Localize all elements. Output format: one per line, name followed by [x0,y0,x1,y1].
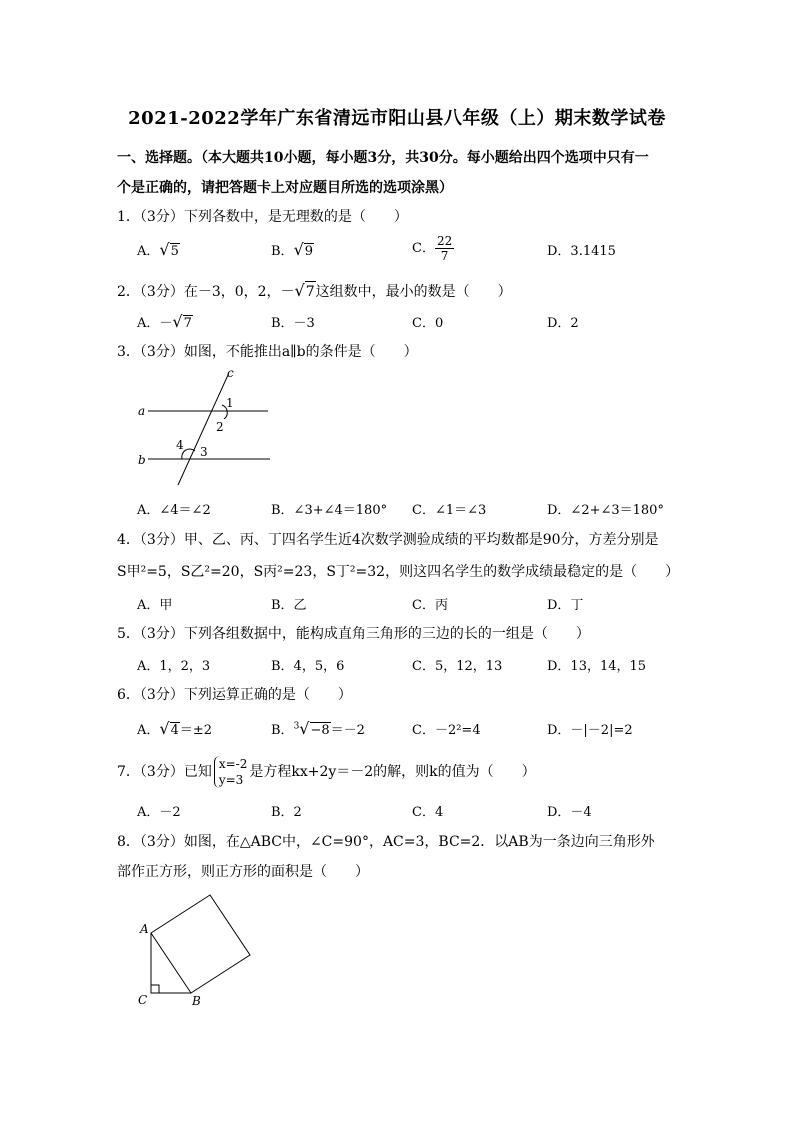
q7-option-a: A．－2 [137,805,181,820]
question-1-options [137,234,697,264]
sqrt-symbol: √ [172,312,183,331]
section-heading [117,143,677,203]
q6-option-c: C．－2²=4 [412,723,481,738]
label-C: C [138,993,148,1007]
q6-b-radicand: −8 [310,723,330,738]
q1-option-b [271,240,314,259]
q2-option-a [137,312,193,331]
q1-a-label: A． [137,244,160,259]
label-angle-3: 3 [200,445,208,459]
q5-option-b: B．4，5，6 [271,659,345,674]
q4-option-c: C．丙 [412,598,448,613]
q2-a-label: A．－ [137,316,173,331]
question-6-stem: 6．（3分）下列运算正确的是（ ） [117,687,352,703]
q3-option-a: A．∠4＝∠2 [137,503,211,518]
q1-option-d: D．3.1415 [547,244,616,259]
question-4-stem-line-2: S甲²=5，S乙²=20，S丙²=23，S丁²=32，则这四名学生的数学成绩最稳定的是（ ） [117,564,680,580]
equation-system [214,756,248,788]
label-a: a [138,404,146,418]
q6-b-label: B． [271,723,294,738]
q2-option-d: D．2 [547,316,579,331]
question-4-options [137,594,697,618]
q7-option-d: D．－4 [547,805,592,820]
q2-stem-post: 这组数中，最小的数是（ ） [315,284,512,300]
q2-stem-radicand: 7 [305,281,316,302]
right-angle-mark [151,985,159,993]
q2-a-radicand: 7 [183,316,192,331]
q2-stem-pre: 2．（3分）在－3，0，2，－ [117,284,295,300]
question-5-stem: 5．（3分）下列各组数据中，能构成直角三角形的三边的长的一组是（ ） [117,626,590,642]
question-5-options [137,655,697,679]
q5-option-a: A．1，2，3 [137,659,211,674]
q1-c-label: C． [412,241,435,256]
q1-option-a [137,240,180,259]
q6-a-label: A． [137,723,160,738]
q7-stem-post: 是方程kx+2y＝－2的解，则k的值为（ ） [249,764,536,780]
question-8-stem-line-1: 8．（3分）如图，在△ABC中，∠C=90°，AC=3，BC=2．以AB为一条边向三角形外 [117,834,655,850]
q6-option-d: D．－|－2|=2 [547,723,633,738]
question-3-stem: 3．（3分）如图，不能推出a∥b的条件是（ ） [117,344,418,360]
system-line-2: y=3 [218,773,244,787]
label-A: A [140,922,149,936]
q6-option-a [137,719,212,738]
q5-option-d: D．13，14，15 [547,659,647,674]
section-line-2: 个是正确的，请把答题卡上对应题目所选的选项涂黑） [117,180,453,196]
question-7-options [137,801,697,825]
label-angle-1: 1 [226,396,234,410]
q6-option-b [271,719,365,738]
q4-option-a: A．甲 [137,598,173,613]
label-angle-4: 4 [176,438,184,452]
q5-option-c: C．5，12，13 [412,659,503,674]
question-3-options [137,499,697,523]
q3-option-d: D．∠2+∠3＝180° [547,503,664,518]
sqrt-symbol: √ [299,719,310,738]
q1-a-radicand: 5 [170,244,179,259]
q3-option-b: B．∠3+∠4＝180° [271,503,388,518]
label-b: b [138,453,146,467]
question-1-stem: 1．（3分）下列各数中，是无理数的是（ ） [117,209,408,225]
question-4-stem-line-1: 4．（3分）甲、乙、丙、丁四名学生近4次数学测验成绩的平均数都是90分，方差分别是 [117,532,659,548]
label-angle-2: 2 [216,420,224,434]
cube-root-index: 3 [293,721,300,732]
question-6-options [137,719,697,743]
sqrt-symbol: √ [159,719,170,738]
label-c: c [227,366,234,380]
q7-option-b: B．2 [271,805,302,820]
q1-option-c [412,234,454,263]
q6-a-radicand: 4 [170,723,179,738]
system-line-1: x=-2 [218,757,248,771]
q4-option-d: D．丁 [547,598,584,613]
fraction-numerator: 22 [436,234,453,248]
sqrt-symbol: √ [159,240,170,259]
q4-option-b: B．乙 [271,598,307,613]
question-2-options [137,312,697,336]
page-title: 2021-2022学年广东省清远市阳山县八年级（上）期末数学试卷 [128,108,666,129]
q7-option-c: C．4 [412,805,444,820]
outer-square [151,895,250,993]
q2-option-c: C．0 [412,316,444,331]
triangle-square-figure [130,885,260,1010]
section-line-1: 一、选择题。（本大题共10小题，每小题3分，共30分。每小题给出四个选项中只有一 [117,150,649,166]
fraction [435,234,454,263]
parallel-lines-figure [130,365,280,490]
q3-option-c: C．∠1＝∠3 [412,503,487,518]
sqrt-symbol: √ [294,281,305,300]
question-2-stem [117,281,687,302]
q1-b-label: B． [271,244,294,259]
label-B: B [192,994,201,1008]
sqrt-symbol: √ [293,240,304,259]
angle-4-arc [182,449,195,459]
q7-stem-pre: 7．（3分）已知 [117,764,212,780]
fraction-denominator: 7 [440,249,449,263]
question-7-stem [117,756,687,788]
q2-option-b: B．－3 [271,316,315,331]
question-8-stem-line-2: 部作正方形，则正方形的面积是（ ） [117,864,369,880]
q6-b-post: ＝－2 [330,723,365,738]
q6-a-post: ＝±2 [179,723,213,738]
q1-b-radicand: 9 [304,244,314,259]
